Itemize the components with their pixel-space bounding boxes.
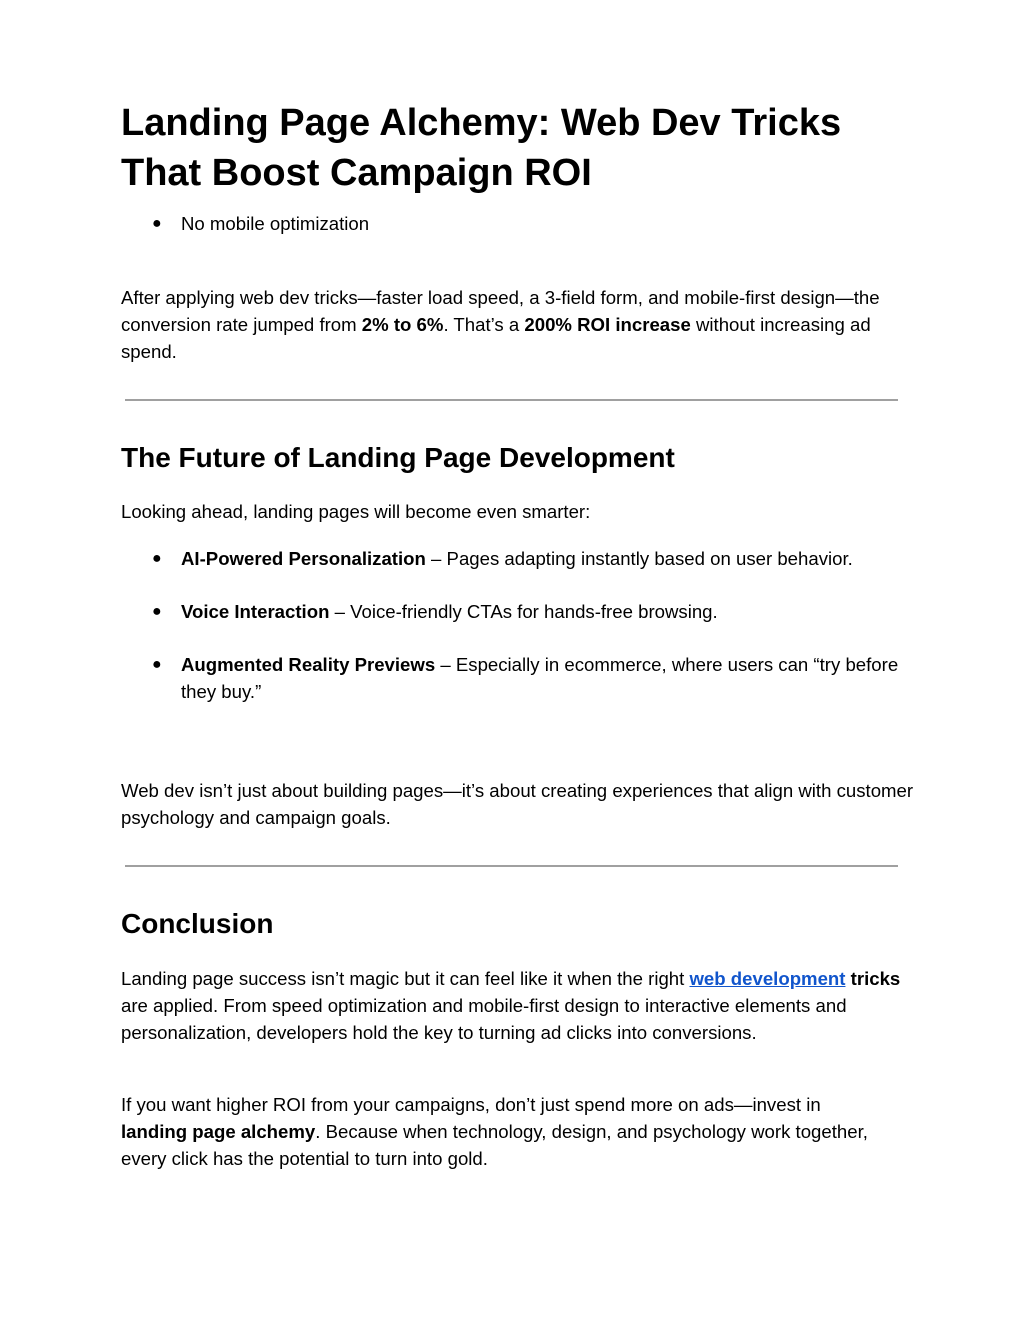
section-divider bbox=[125, 865, 898, 867]
bullet-icon: ● bbox=[152, 550, 162, 567]
conclusion-paragraph-1 bbox=[121, 965, 911, 1046]
conclusion-paragraph-2 bbox=[121, 1091, 881, 1172]
future-heading: The Future of Landing Page Development bbox=[121, 442, 675, 473]
bullet-icon: ● bbox=[152, 656, 162, 673]
list-item-desc: – Voice-friendly CTAs for hands-free browsing. bbox=[329, 601, 718, 622]
list-item bbox=[121, 598, 901, 625]
conclusion-heading: Conclusion bbox=[121, 908, 274, 939]
case-result-paragraph bbox=[121, 284, 881, 365]
paragraph-text: are applied. From speed optimization and mobile-first design to interactive elements and personalization, developers hold the key to turning ad clicks into conversions. bbox=[121, 995, 847, 1043]
section-divider bbox=[125, 399, 898, 401]
paragraph-text: Landing page success isn’t magic but it can feel like it when the right bbox=[121, 968, 690, 989]
future-bullet-list bbox=[121, 545, 901, 705]
paragraph-bold: tricks bbox=[845, 968, 901, 989]
paragraph-text: If you want higher ROI from your campaigns, don’t just spend more on ads—invest in bbox=[121, 1094, 821, 1115]
future-intro: Looking ahead, landing pages will become even smarter: bbox=[121, 501, 591, 522]
paragraph-text: without increasing ad spend. bbox=[121, 314, 871, 362]
bullet-icon: ● bbox=[152, 215, 162, 232]
list-item bbox=[121, 651, 901, 705]
article-title: Landing Page Alchemy: Web Dev Tricks That Boost Campaign ROI bbox=[121, 102, 842, 194]
list-item-term: Augmented Reality Previews bbox=[181, 654, 436, 675]
list-item bbox=[121, 545, 901, 572]
list-item-desc: – Pages adapting instantly based on user behavior. bbox=[425, 548, 853, 569]
paragraph-text: . That’s a bbox=[443, 314, 525, 335]
bullet-icon: ● bbox=[152, 603, 162, 620]
top-bullet-list bbox=[121, 210, 901, 237]
web-development-link[interactable]: web development bbox=[689, 968, 846, 989]
list-item-term: Voice Interaction bbox=[181, 601, 330, 622]
roi-increase: 200% ROI increase bbox=[524, 314, 691, 335]
future-closing: Web dev isn’t just about building pages—it’s about creating experiences that align with customer psychology and campaign goals. bbox=[121, 780, 914, 828]
list-item-term: AI-Powered Personalization bbox=[181, 548, 426, 569]
conversion-change: 2% to 6% bbox=[361, 314, 444, 335]
list-item-text: No mobile optimization bbox=[181, 213, 370, 234]
list-item bbox=[121, 210, 901, 237]
paragraph-text: . Because when technology, design, and psychology work together, every click has the potential to turn into gold. bbox=[121, 1121, 868, 1169]
list-item-desc: – Especially in ecommerce, where users can “try before they buy.” bbox=[181, 654, 899, 702]
paragraph-text: After applying web dev tricks—faster load speed, a 3-field form, and mobile-first design—the conversion rate jumped from bbox=[121, 287, 880, 335]
paragraph-bold: landing page alchemy bbox=[121, 1121, 316, 1142]
